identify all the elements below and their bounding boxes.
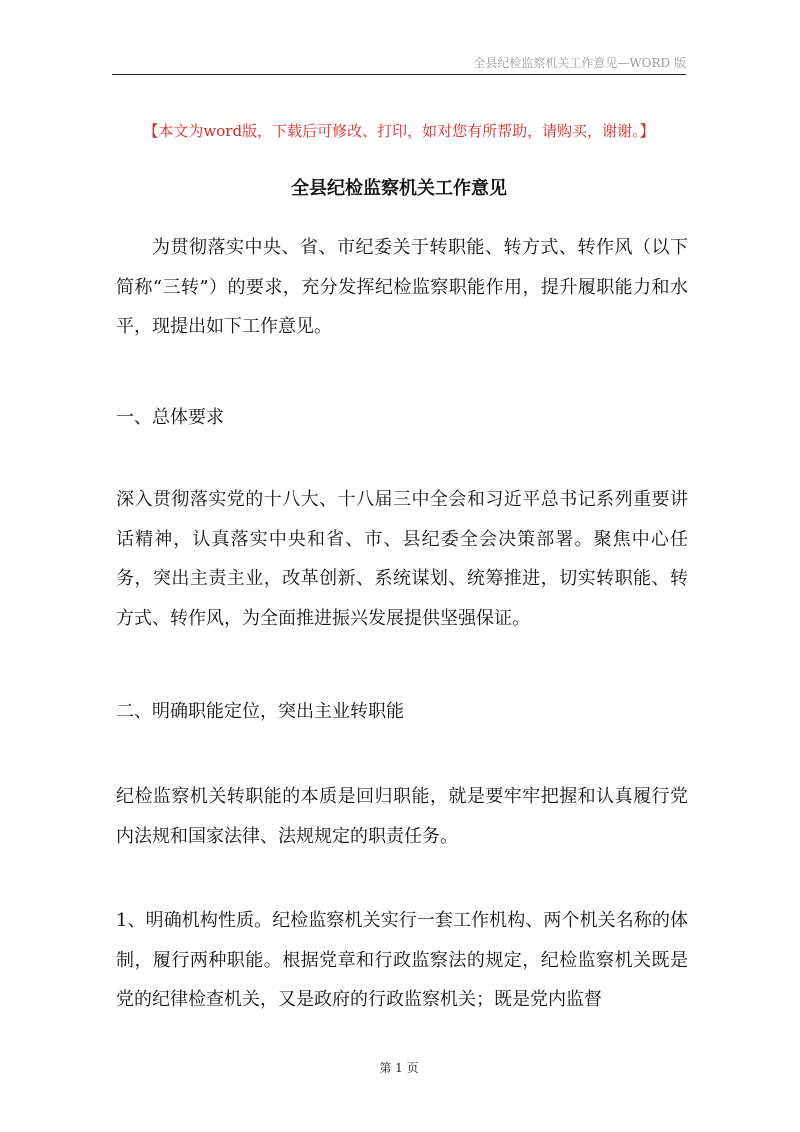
page-number: 第 1 页 (379, 1061, 419, 1075)
running-header: 全县纪检监察机关工作意见—WORD 版 (473, 56, 686, 70)
list-item-1: 1、明确机构性质。纪检监察机关实行一套工作机构、两个机关名称的体制，履行两种职能。根据党章和行政监察法的规定，纪检监察机关既是党的纪律检查机关，又是政府的行政监察机关；既是党内监督 (116, 910, 688, 1010)
section-body-1: 深入贯彻落实党的十八大、十八届三中全会和习近平总书记系列重要讲话精神，认真落实中央和省、市、县纪委全会决策部署。聚焦中心任务，突出主责主业，改革创新、系统谋划、统筹推进，切实转职能、转方式、转作风，为全面推进振兴发展提供坚强保证。 (116, 489, 688, 629)
section-heading-1: 一、总体要求 (116, 407, 224, 428)
header-divider (112, 74, 686, 75)
intro-paragraph: 为贯彻落实中央、省、市纪委关于转职能、转方式、转作风（以下简称“三转”）的要求，充分发挥纪检监察职能作用，提升履职能力和水平，现提出如下工作意见。 (116, 237, 688, 337)
document-title: 全县纪检监察机关工作意见 (291, 178, 507, 199)
purchase-notice: 【本文为word版，下载后可修改、打印，如对您有所帮助，请购买，谢谢。】 (143, 122, 655, 140)
section-body-2: 纪检监察机关转职能的本质是回归职能，就是要牢牢把握和认真履行党内法规和国家法律、法规规定的职责任务。 (116, 786, 688, 847)
section-heading-2: 二、明确职能定位，突出主业转职能 (116, 701, 404, 722)
